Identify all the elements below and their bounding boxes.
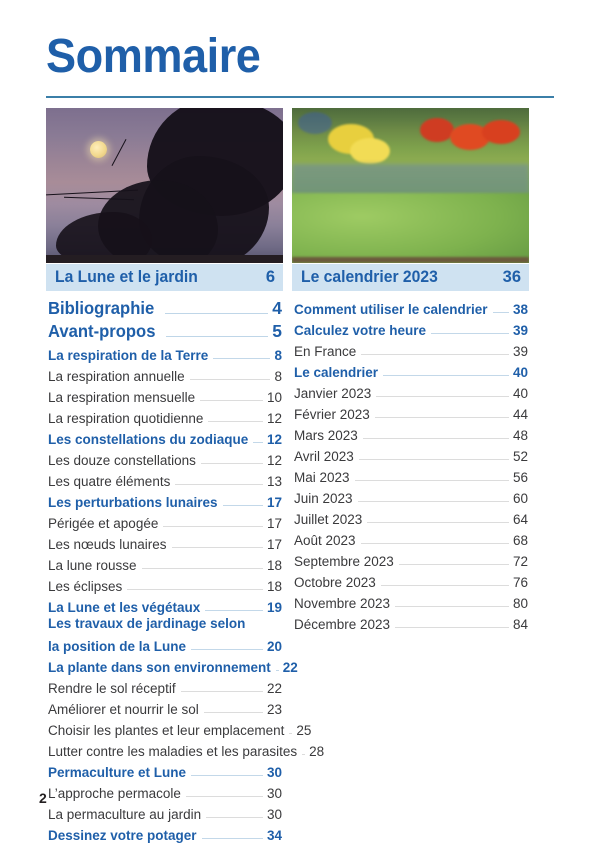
toc-entry-label: La respiration annuelle xyxy=(48,369,185,384)
toc-entry-label: Février 2023 xyxy=(294,407,370,422)
section-band-page: 6 xyxy=(265,268,275,286)
soil-strip xyxy=(292,257,529,263)
horizon-ground xyxy=(46,255,283,263)
leader-line xyxy=(200,400,263,401)
toc-entry[interactable] xyxy=(46,405,283,426)
toc-entry-label: Les constellations du zodiaque xyxy=(48,432,249,447)
toc-entry-label: Avant-propos xyxy=(48,321,156,341)
leader-line xyxy=(206,817,263,818)
toc-entry[interactable] xyxy=(46,531,283,552)
toc-entry-label: Les douze constellations xyxy=(48,453,196,468)
section-band-lune[interactable] xyxy=(46,264,283,291)
leader-line xyxy=(253,442,263,443)
leader-line xyxy=(375,417,509,418)
toc-entry-page: 56 xyxy=(512,470,528,485)
leader-line xyxy=(395,627,509,628)
toc-entry-page: 30 xyxy=(266,786,282,801)
toc-entry-page: 68 xyxy=(512,533,528,548)
toc-entry-page: 4 xyxy=(272,298,282,318)
section-band-title: La Lune et le jardin xyxy=(55,268,198,286)
toc-entry-label: Octobre 2023 xyxy=(294,575,376,590)
toc-entry-page: 22 xyxy=(282,660,298,675)
toc-entry-page: 28 xyxy=(309,744,325,759)
toc-entry-page: 84 xyxy=(512,617,528,632)
toc-entry-label: Permaculture et Lune xyxy=(48,765,187,780)
toc-entry-page: 80 xyxy=(512,596,528,611)
toc-entry-page: 13 xyxy=(266,474,282,489)
toc-entry[interactable] xyxy=(46,342,283,363)
toc-entry-page: 18 xyxy=(266,579,282,594)
toc-entry[interactable] xyxy=(292,380,529,401)
yellow-flower-cluster xyxy=(350,138,390,164)
toc-entry-label: Août 2023 xyxy=(294,533,356,548)
toc-entry-label: Les travaux de jardinage selon xyxy=(48,616,246,631)
toc-entry[interactable] xyxy=(46,363,283,384)
toc-entry-label: Les éclipses xyxy=(48,579,123,594)
toc-entry-label: L’approche permacole xyxy=(48,786,181,801)
toc-entry[interactable] xyxy=(292,359,529,380)
toc-entry-label: La respiration mensuelle xyxy=(48,390,196,405)
red-flower-cluster xyxy=(420,118,454,142)
leader-line xyxy=(355,480,509,481)
leader-line xyxy=(208,421,263,422)
toc-entry[interactable] xyxy=(292,443,529,464)
toc-entry-page: 12 xyxy=(266,453,282,468)
leader-line xyxy=(142,568,263,569)
toc-entry-label: Calculez votre heure xyxy=(294,323,427,338)
toc-entry-label: Décembre 2023 xyxy=(294,617,391,632)
toc-entry-page: 40 xyxy=(512,365,528,380)
toc-entry[interactable] xyxy=(46,759,283,780)
leader-line xyxy=(361,543,509,544)
leader-line xyxy=(191,649,263,650)
toc-entry-label: Juin 2023 xyxy=(294,491,353,506)
toc-entry-label: La respiration quotidienne xyxy=(48,411,204,426)
toc-entry-page: 25 xyxy=(296,723,312,738)
leader-line xyxy=(363,438,509,439)
toc-entry-label: Rendre le sol réceptif xyxy=(48,681,176,696)
toc-entry[interactable] xyxy=(46,675,283,696)
toc-entry[interactable] xyxy=(46,296,283,319)
toc-entry-label: La permaculture au jardin xyxy=(48,807,202,822)
toc-entry-label: Bibliographie xyxy=(48,298,155,318)
leader-line xyxy=(276,670,279,671)
right-toc-list xyxy=(292,296,529,632)
leader-line xyxy=(383,375,509,376)
toc-entry-label: Améliorer et nourrir le sol xyxy=(48,702,199,717)
toc-entry-page: 44 xyxy=(512,407,528,422)
leader-line xyxy=(367,522,509,523)
leader-line xyxy=(166,336,268,337)
leader-line xyxy=(431,333,509,334)
toc-entry-page: 39 xyxy=(512,344,528,359)
leader-line xyxy=(186,796,263,797)
title-divider xyxy=(46,96,554,98)
leader-line xyxy=(163,526,263,527)
toc-entry-page: 17 xyxy=(266,537,282,552)
full-moon-icon xyxy=(90,141,107,158)
toc-entry-label: Choisir les plantes et leur emplacement xyxy=(48,723,285,738)
toc-entry-label: Juillet 2023 xyxy=(294,512,363,527)
toc-entry-page: 17 xyxy=(266,516,282,531)
toc-entry-page: 48 xyxy=(512,428,528,443)
toc-entry[interactable] xyxy=(46,468,283,489)
toc-entry[interactable] xyxy=(292,506,529,527)
toc-entry[interactable] xyxy=(46,447,283,468)
toc-entry-label: Comment utiliser le calendrier xyxy=(294,302,488,317)
toc-entry[interactable] xyxy=(46,426,283,447)
toc-entry-label: Avril 2023 xyxy=(294,449,354,464)
toc-entry[interactable] xyxy=(292,590,529,611)
right-column xyxy=(292,108,529,632)
section-band-calendrier[interactable] xyxy=(292,264,529,291)
toc-entry-page: 30 xyxy=(266,807,282,822)
toc-entry-label: Les quatre éléments xyxy=(48,474,171,489)
branch xyxy=(112,139,127,166)
toc-entry[interactable] xyxy=(292,422,529,443)
section-band-title: Le calendrier 2023 xyxy=(301,268,438,286)
garden-photo xyxy=(292,108,529,263)
leader-line xyxy=(361,354,509,355)
leader-line xyxy=(205,610,263,611)
foreground-foliage xyxy=(292,193,529,263)
toc-entry-page: 8 xyxy=(274,369,282,384)
toc-entry[interactable] xyxy=(46,738,325,759)
leader-line xyxy=(359,459,509,460)
moon-photo xyxy=(46,108,283,263)
toc-entry[interactable] xyxy=(46,489,283,510)
toc-entry-label: Les nœuds lunaires xyxy=(48,537,167,552)
leader-line xyxy=(381,585,509,586)
toc-entry-page: 10 xyxy=(266,390,282,405)
toc-entry-page: 76 xyxy=(512,575,528,590)
toc-entry-page: 60 xyxy=(512,491,528,506)
toc-entry[interactable] xyxy=(46,573,283,594)
toc-entry-page: 8 xyxy=(274,348,282,363)
toc-entry-page: 30 xyxy=(266,765,282,780)
leader-line xyxy=(165,313,268,314)
toc-entry-label: Septembre 2023 xyxy=(294,554,394,569)
toc-entry-label: En France xyxy=(294,344,357,359)
toc-entry-page: 34 xyxy=(266,828,282,843)
toc-entry-page: 64 xyxy=(512,512,528,527)
toc-entry-label: La Lune et les végétaux xyxy=(48,600,201,615)
toc-entry[interactable] xyxy=(46,384,283,405)
leader-line xyxy=(493,312,509,313)
toc-entry[interactable] xyxy=(292,338,529,359)
toc-entry[interactable] xyxy=(292,569,529,590)
toc-entry-page: 23 xyxy=(266,702,282,717)
toc-entry-page: 12 xyxy=(266,411,282,426)
toc-entry-page: 38 xyxy=(512,302,528,317)
toc-entry[interactable] xyxy=(46,552,283,573)
leader-line xyxy=(172,547,263,548)
toc-entry-label: Le calendrier xyxy=(294,365,379,380)
toc-entry-page: 18 xyxy=(266,558,282,573)
toc-entry[interactable] xyxy=(292,464,529,485)
toc-entry-label: Lutter contre les maladies et les parasites xyxy=(48,744,298,759)
toc-entry-label: Les perturbations lunaires xyxy=(48,495,218,510)
toc-entry-page: 40 xyxy=(512,386,528,401)
page-number: 2 xyxy=(39,790,47,806)
toc-entry-page: 22 xyxy=(266,681,282,696)
toc-entry-label: La plante dans son environnement xyxy=(48,660,271,675)
leader-line xyxy=(213,358,270,359)
leader-line xyxy=(202,838,263,839)
toc-entry-label: Dessinez votre potager xyxy=(48,828,197,843)
toc-entry-label: Janvier 2023 xyxy=(294,386,372,401)
toc-entry[interactable] xyxy=(292,401,529,422)
leader-line xyxy=(289,733,292,734)
toc-entry-label: Mars 2023 xyxy=(294,428,358,443)
leader-line xyxy=(302,754,305,755)
red-flower-cluster xyxy=(482,120,520,144)
leader-line xyxy=(191,775,263,776)
leader-line xyxy=(395,606,509,607)
toc-entry[interactable] xyxy=(292,611,529,632)
toc-entry-page: 20 xyxy=(266,639,282,654)
toc-entry[interactable] xyxy=(46,594,283,615)
toc-entry-page: 52 xyxy=(512,449,528,464)
toc-entry-label: Périgée et apogée xyxy=(48,516,159,531)
toc-entry[interactable] xyxy=(46,717,312,738)
toc-entry-label: la position de la Lune xyxy=(48,639,187,654)
toc-entry[interactable] xyxy=(46,654,298,675)
toc-entry[interactable] xyxy=(46,615,283,654)
toc-entry[interactable] xyxy=(46,319,283,342)
leader-line xyxy=(376,396,509,397)
toc-entry[interactable] xyxy=(292,296,529,317)
toc-entry[interactable] xyxy=(46,822,283,843)
toc-entry-page: 5 xyxy=(272,321,282,341)
toc-entry-page: 39 xyxy=(512,323,528,338)
toc-entry[interactable] xyxy=(46,696,283,717)
toc-entry-page: 17 xyxy=(266,495,282,510)
leader-line xyxy=(181,691,263,692)
toc-entry[interactable] xyxy=(46,510,283,531)
toc-entry[interactable] xyxy=(292,485,529,506)
page-title: Sommaire xyxy=(46,30,261,83)
leader-line xyxy=(175,484,263,485)
toc-entry-label: La respiration de la Terre xyxy=(48,348,209,363)
toc-entry-label: Mai 2023 xyxy=(294,470,350,485)
toc-entry[interactable] xyxy=(46,801,283,822)
toc-entry[interactable] xyxy=(292,548,529,569)
blue-flower-cluster xyxy=(298,112,332,134)
toc-entry-page: 12 xyxy=(266,432,282,447)
section-band-page: 36 xyxy=(502,268,521,286)
toc-entry-page: 72 xyxy=(512,554,528,569)
toc-entry-label: La lune rousse xyxy=(48,558,137,573)
toc-entry-page: 19 xyxy=(266,600,282,615)
toc-entry[interactable] xyxy=(46,780,283,801)
toc-entry-label: Novembre 2023 xyxy=(294,596,391,611)
leader-line xyxy=(127,589,263,590)
leader-line xyxy=(223,505,263,506)
leader-line xyxy=(358,501,509,502)
leader-line xyxy=(190,379,271,380)
leader-line xyxy=(201,463,263,464)
leader-line xyxy=(204,712,263,713)
leader-line xyxy=(399,564,509,565)
toc-entry[interactable] xyxy=(292,527,529,548)
toc-entry[interactable] xyxy=(292,317,529,338)
